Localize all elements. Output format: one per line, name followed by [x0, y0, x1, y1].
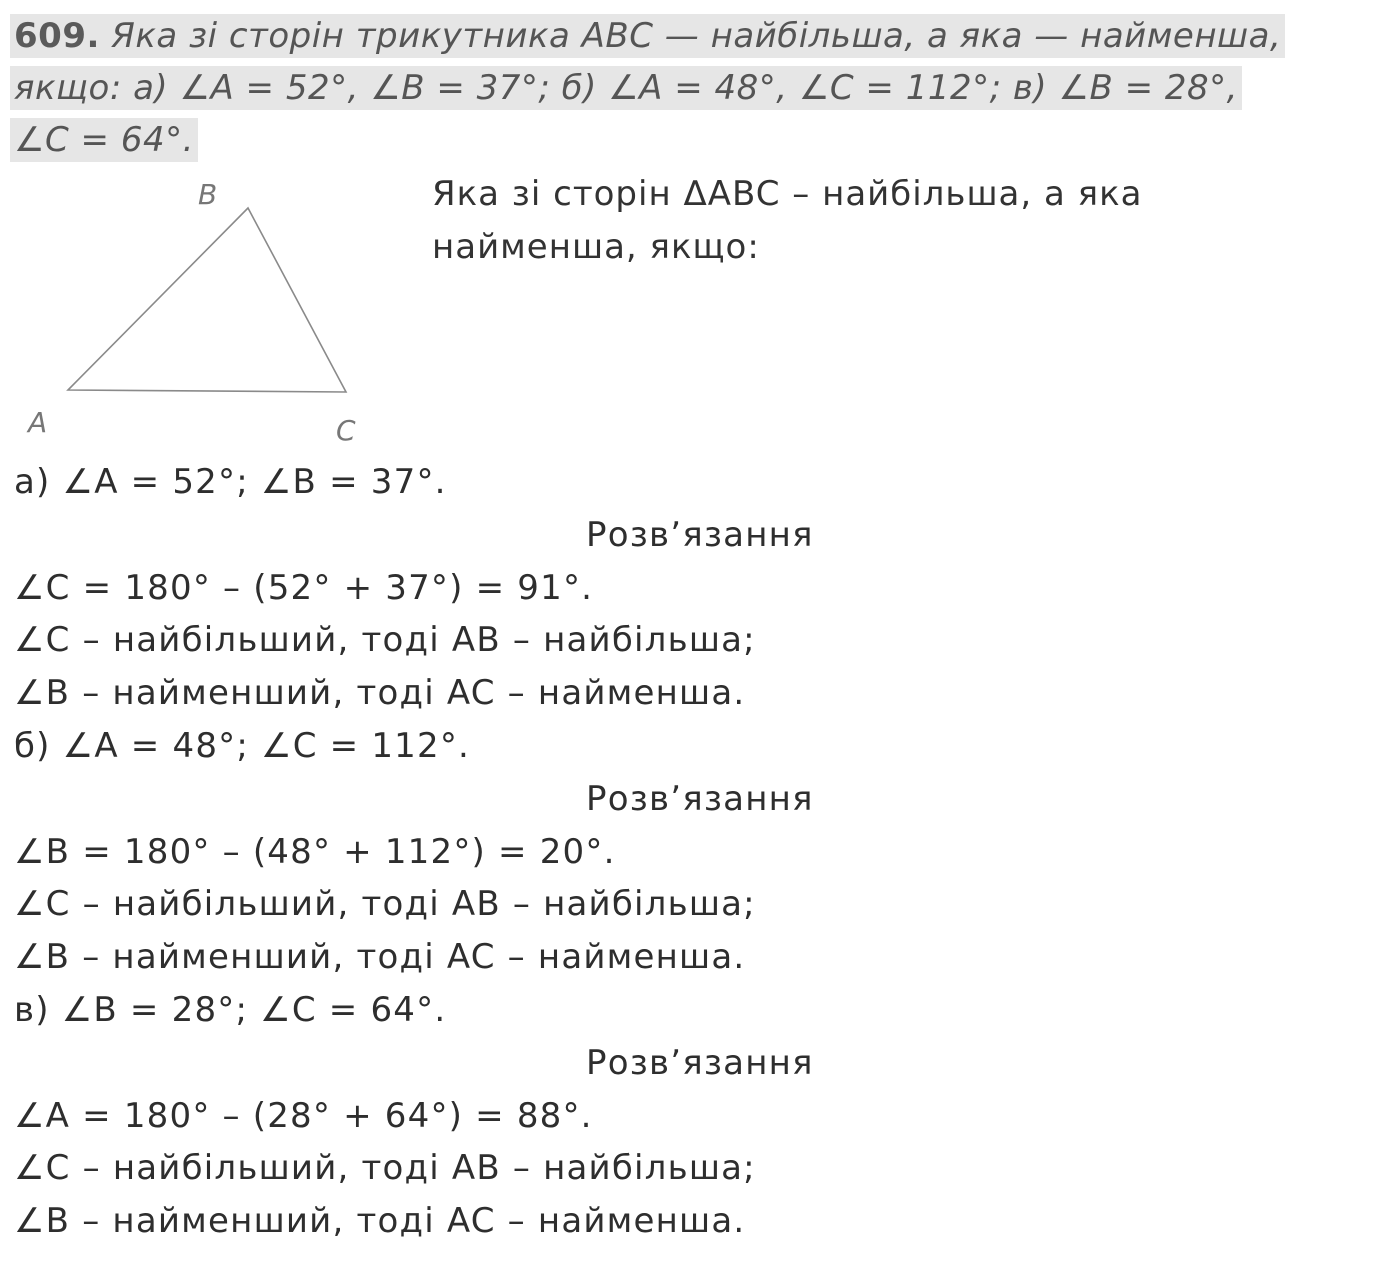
- case-a-heading: Розв’язання: [586, 514, 814, 555]
- problem-line-2: [10, 62, 1370, 114]
- intro-line-1: Яка зі сторін ΔABC – найбільша, а яка: [432, 174, 1143, 214]
- case-c-heading: Розв’язання: [586, 1042, 814, 1083]
- case-c-given: в) ∠B = 28°; ∠C = 64°.: [14, 989, 447, 1030]
- problem-number: 609.: [14, 16, 100, 56]
- case-b-smallest: ∠B – найменший, тоді AC – найменша.: [14, 937, 746, 978]
- case-c-calc: ∠A = 180° – (28° + 64°) = 88°.: [14, 1095, 593, 1136]
- case-a-given: а) ∠A = 52°; ∠B = 37°.: [14, 462, 447, 502]
- case-b-largest: ∠C – найбільший, тоді AB – найбільша;: [14, 884, 756, 925]
- triangle-figure: [20, 170, 380, 450]
- problem-line-1: [10, 10, 1370, 62]
- case-b-calc: ∠B = 180° – (48° + 112°) = 20°.: [14, 831, 616, 872]
- case-c-smallest: ∠B – найменший, тоді AC – найменша.: [14, 1201, 746, 1242]
- problem-line-3: [10, 114, 1370, 166]
- triangle-drawing: [20, 170, 380, 450]
- case-c-largest: ∠C – найбільший, тоді AB – найбільша;: [14, 1148, 756, 1189]
- solution: [14, 456, 1374, 1248]
- problem-statement: [10, 10, 1370, 166]
- case-b-heading: Розв’язання: [586, 778, 814, 819]
- triangle-abc: [68, 208, 346, 392]
- case-a-largest: ∠C – найбільший, тоді AB – найбільша;: [14, 620, 756, 661]
- problem-text-2: якщо: а) ∠A = 52°, ∠B = 37°; б) ∠A = 48°, ∠C = 112°; в) ∠B = 28°,: [10, 66, 1242, 110]
- case-a-smallest: ∠B – найменший, тоді AC – найменша.: [14, 673, 746, 714]
- intro-line-2: найменша, якщо:: [432, 227, 760, 267]
- vertex-label-a: A: [28, 406, 48, 439]
- problem-text-1: Яка зі сторін трикутника ABC — найбільша, а яка — найменша,: [111, 16, 1282, 56]
- case-a-calc: ∠C = 180° – (52° + 37°) = 91°.: [14, 567, 594, 608]
- vertex-label-b: B: [198, 178, 218, 211]
- vertex-label-c: C: [336, 414, 356, 447]
- intro-text: [432, 168, 1332, 274]
- problem-text-3: ∠C = 64°.: [10, 118, 198, 162]
- case-b-given: б) ∠A = 48°; ∠C = 112°.: [14, 725, 471, 766]
